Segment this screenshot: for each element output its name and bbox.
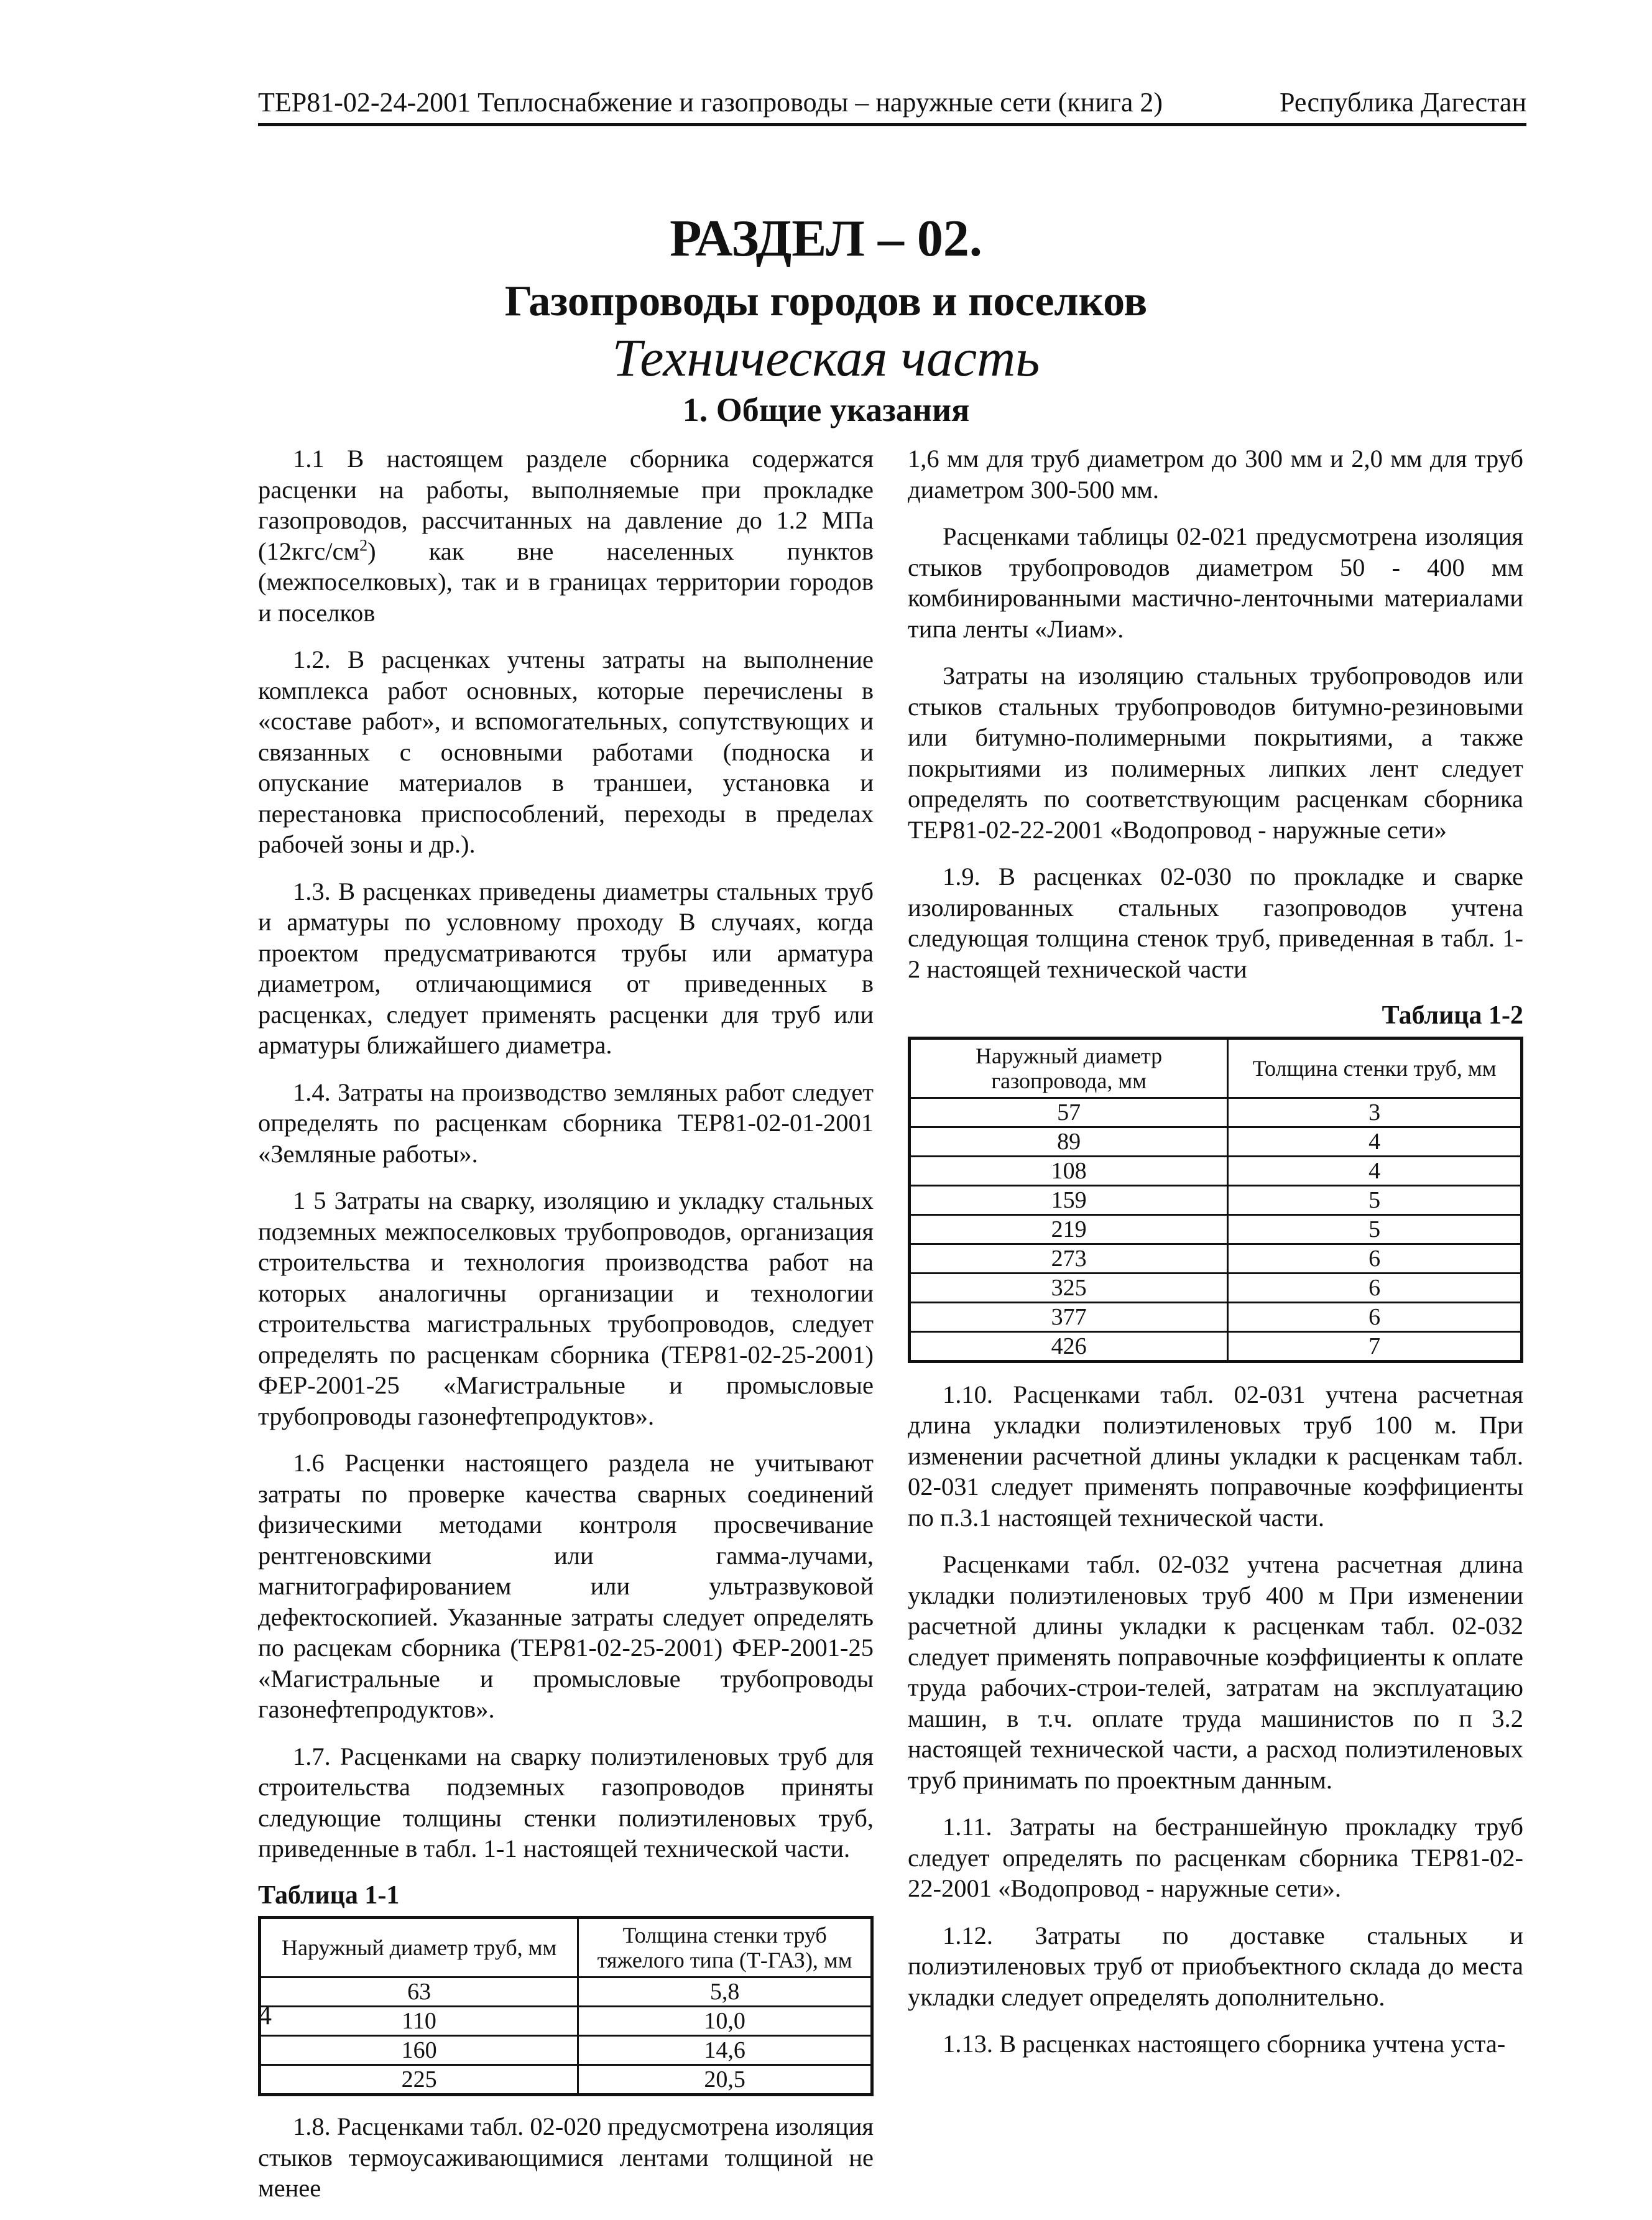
- paragraph-insulation: Затраты на изоляцию стальных трубопроводов или стыков стальных трубопроводов битумно-резиновыми или битумно-полимерными покрытиями, а также покрытиями из полимерных липких лент следует определять по соответствующим расценкам сборника ТЕР81-02-22-2001 «Водопровод - наружные сети»: [908, 662, 1523, 844]
- paragraph-1-6: 1.6 Расценки настоящего раздела не учитывают затраты по проверке качества сварных соединений физическими методами контроля просвечивание рентгеновскими или гамма-лучами, магнитографированием или ультразвуковой дефектоскопией. Указанные затраты следует определять по расцекам сборника (ТЕР81-02-25-2001) ФЕР-2001-25 «Магистральные и промысловые трубопроводы газонефтепродуктов».: [258, 1449, 874, 1723]
- table-1-1-caption: Таблица 1-1: [258, 1880, 400, 1910]
- paragraph-1-2: 1.2. В расценках учтены затраты на выполнение комплекса работ основных, которые перечислены в «составе работ», и вспомогательных, сопутствующих и связанных с основными работами (подноска и опускание материалов в траншеи, установка и перестановка приспособлений, переходы в пределах рабочей зоны и др.).: [258, 645, 874, 858]
- table-header: Толщина стенки труб, мм: [1228, 1038, 1522, 1098]
- table-row: 108 4: [910, 1156, 1522, 1185]
- table-header: Наружный диаметр газопровода, мм: [910, 1038, 1228, 1098]
- page-number: 4: [258, 2000, 272, 2030]
- running-header: [258, 87, 1526, 126]
- paragraph-1-7: 1.7. Расценками на сварку полиэтиленовых труб для строительства подземных газопроводов приняты следующие толщины стенки полиэтиленовых труб, приведенные в табл. 1-1 настоящей технической части.: [258, 1742, 874, 1862]
- header-title: ТЕР81-02-24-2001 Теплоснабжение и газопроводы – наружные сети (книга 2): [258, 87, 1163, 118]
- table-header-row: [910, 1038, 1522, 1098]
- paragraph-1-1: 1.1 В настоящем разделе сборника содержатся расценки на работы, выполняемые при прокладке газопроводов, рассчитанных на давление до 1.2 МПа $(12кгс/см^2)$ как вне населенных пунктов (межпоселковых), так и в границах территории городов и поселков: [258, 445, 874, 627]
- table-row: 225 20,5: [260, 2065, 872, 2095]
- paragraph-1-10: 1.10. Расценками табл. 02-031 учтена расчетная длина укладки полиэтиленовых труб 100 м. При изменении расчетной длины укладки к расценкам табл. 02-031 следует применять поправочные коэффициенты по п.3.1 настоящей технической части.: [908, 1380, 1523, 1532]
- paragraph-1-3: 1.3. В расценках приведены диаметры стальных труб и арматуры по условному проходу В случаях, когда проектом предусматриваются трубы или арматура диаметром, отличающимися от приведенных в расценках, следует применять расценки для труб или арматуры ближайшего диаметра.: [258, 877, 874, 1059]
- paragraph-1-4: 1.4. Затраты на производство земляных работ следует определять по расценкам сборника ТЕР81-02-01-2001 «Земляные работы».: [258, 1078, 874, 1168]
- paragraph-1-9: 1.9. В расценках 02-030 по прокладке и сварке изолированных стальных газопроводов учтена следующая толщина стенок труб, приведенная в табл. 1-2 настоящей технической части: [908, 863, 1523, 983]
- right-column: [908, 443, 1523, 2076]
- header-region: Республика Дагестан: [1279, 87, 1526, 118]
- table-header: Толщина стенки труб тяжелого типа (Т-ГАЗ), мм: [578, 1918, 872, 1977]
- section-subtitle: Газопроводы городов и поселков: [504, 277, 1148, 325]
- table-row: 89 4: [910, 1127, 1522, 1156]
- paragraph-02-021: Расценками таблицы 02-021 предусмотрена изоляция стыков трубопроводов диаметром 50 - 400 мм комбинированными мастично-ленточными материалами типа ленты «Лиам».: [908, 522, 1523, 643]
- table-row: 426 7: [910, 1331, 1522, 1361]
- table-row: 377 6: [910, 1302, 1522, 1331]
- table-row: 273 6: [910, 1244, 1522, 1273]
- table-row: 57 3: [910, 1098, 1522, 1127]
- table-row: 160 14,6: [260, 2036, 872, 2065]
- paragraph-1-5: 1 5 Затраты на сварку, изоляцию и укладку стальных подземных межпоселковых трубопроводов, организация строительства и технология производства работ на которых аналогичны организации и технологии строительства магистральных трубопроводов, следует определять по расценкам сборника (ТЕР81-02-25-2001) ФЕР-2001-25 «Магистральные и промысловые трубопроводы газонефтепродуктов».: [258, 1186, 874, 1430]
- table-row: 159 5: [910, 1185, 1522, 1214]
- paragraph-1-13: 1.13. В расценках настоящего сборника учтена уста-: [943, 2030, 1506, 2058]
- table-row: 63 5,8: [260, 1977, 872, 2007]
- paragraph-02-032: Расценками табл. 02-032 учтена расчетная длина укладки полиэтиленовых труб 400 м При изменении расчетной длины укладки к расценкам табл. 02-032 следует применять поправочные коэффициенты к оплате труда рабочих-строи-телей, затратам на эксплуатацию машин, в т.ч. оплате труда машинистов по п 3.2 настоящей технической части, а расход полиэтиленовых труб принимать по проектным данным.: [908, 1550, 1523, 1794]
- table-row: 325 6: [910, 1273, 1522, 1302]
- paragraph-1-8-cont: 1,6 мм для труб диаметром до 300 мм и 2,0 мм для труб диаметром 300-500 мм.: [908, 445, 1523, 504]
- section-title: РАЗДЕЛ – 02.: [670, 210, 982, 267]
- table-1-2-caption: Таблица 1-2: [1382, 1001, 1523, 1030]
- table-1-1: [258, 1916, 874, 2096]
- table-1-2: [908, 1037, 1523, 1363]
- table-header: Наружный диаметр труб, мм: [260, 1918, 578, 1977]
- paragraph-1-11: 1.11. Затраты на бестраншейную прокладку труб следует определять по расценкам сборника ТЕР81-02-22-2001 «Водопровод - наружные сети».: [908, 1813, 1523, 1902]
- paragraph-1-8: 1.8. Расценками табл. 02-020 предусмотрена изоляция стыков термоусаживающимися лентами толщиной не менее: [258, 2112, 874, 2202]
- left-column: [258, 443, 874, 2220]
- general-heading: 1. Общие указания: [682, 391, 970, 428]
- table-header-row: [260, 1918, 872, 1977]
- technical-part-title: Техническая часть: [612, 328, 1040, 387]
- table-row: 219 5: [910, 1214, 1522, 1244]
- paragraph-1-12: 1.12. Затраты по доставке стальных и полиэтиленовых труб от приобъектного склада до места укладки следует определять дополнительно.: [908, 1921, 1523, 2011]
- table-row: 110 10,0: [260, 2007, 872, 2036]
